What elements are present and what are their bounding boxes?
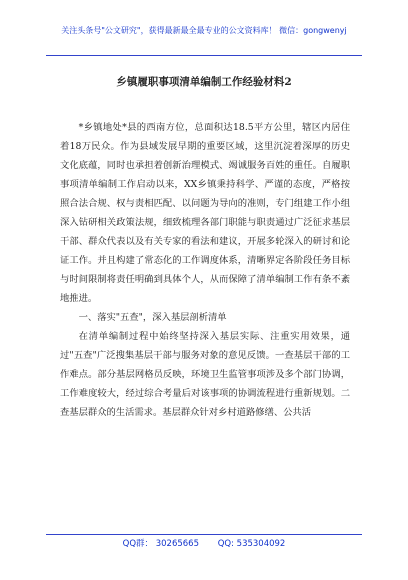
header-notice: 关注头条号"公文研究"，获得最新最全最专业的公文资料库！ 微信：gongwenyj [61, 26, 347, 35]
qq-text: QQ: 535304092 [217, 539, 286, 549]
page-header [0, 0, 408, 62]
section-paragraph: 在清单编制过程中始终坚持深入基层实际、注重实用效果，通过"五查"广泛搜集基层干部与服务对象的意见反馈。一查基层干部的工作难点。部分基层网格员反映，环境卫生监管事项涉及多个部门协调，工作难度较大，经过综合考量后对该事项的协调流程进行重新规划。二查基层群众的生活需求。基层群众针对乡村道路修缮、公共活 [60, 331, 350, 418]
document-title: 乡镇履职事项清单编制工作经验材料2 [116, 76, 292, 88]
document-body [60, 118, 350, 422]
page-footer [0, 537, 408, 557]
footer-divider [46, 534, 362, 535]
intro-paragraph: *乡镇地处*县的西南方位，总面积达18.5平方公里，辖区内居住着18万民众。作为县域发展早期的重要区域，这里沉淀着深厚的历史文化底蕴，同时也承担着创新治理模式、竭诚服务百姓的重任。自履职事项清单编制工作启动以来，XX乡镇秉持科学、严谨的态度，严格按照合法合规、权与责相匹配、以问题为导向的准则，专门组建工作小组深入钻研相关政策法规，细致梳理各部门职能与职责通过广泛征求基层干部、群众代表以及有关专家的看法和建议，开展多轮深入的研讨和论证工作。并且构建了常态化的工作调度体系，清晰界定各阶段任务目标与时间限制将责任明确到具体个人，从而保障了清单编制工作有条不紊地推进。 [60, 122, 350, 304]
qq-group-text: QQ群： 30265665 [122, 539, 200, 549]
section-heading: 一、落实"五查"，深入基层剖析清单 [78, 312, 227, 323]
header-divider [46, 55, 362, 56]
